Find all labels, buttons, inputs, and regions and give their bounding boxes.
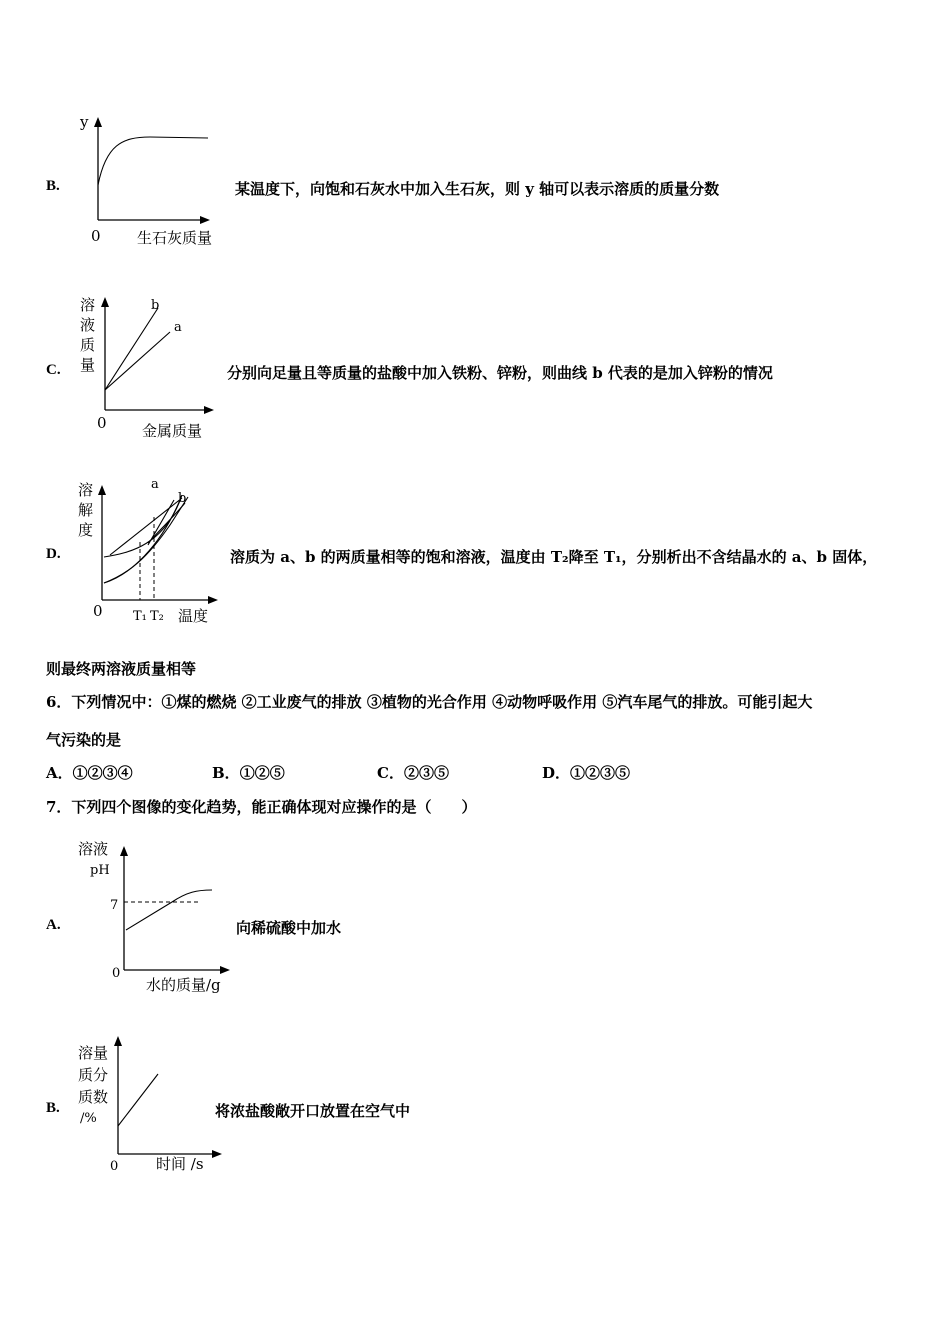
option-description: 溶质为 a、b 的两质量相等的饱和溶液，温度由 T₂降至 T₁，分别析出不含结晶水的 a、b 固体，	[230, 548, 878, 566]
y-axis-char-4: 量	[80, 356, 96, 374]
origin-label: 0	[112, 966, 121, 981]
curve-b-label: b	[151, 298, 160, 313]
q6-option-c: C．②③⑤	[377, 764, 449, 782]
x-axis-label: 时间 /s	[156, 1155, 204, 1173]
option-description: 向稀硫酸中加水	[236, 919, 342, 937]
option-description: 分别向足量且等质量的盐酸中加入铁粉、锌粉，则曲线 b 代表的是加入锌粉的情况	[227, 364, 773, 382]
graph-q5-b	[70, 105, 240, 255]
y-axis-label-1: 溶液	[78, 840, 109, 858]
curve-a-label: a	[151, 477, 159, 492]
option-letter-d: D.	[46, 546, 61, 562]
origin-label: 0	[110, 1159, 119, 1174]
origin-label: 0	[97, 414, 107, 432]
y-axis-char-3: 质	[80, 336, 96, 354]
origin-label: 0	[93, 602, 103, 620]
question-7-stem: 7．下列四个图像的变化趋势，能正确体现对应操作的是（ ）	[46, 798, 477, 816]
y-axis-char-3: 度	[78, 521, 94, 539]
x-axis-label: 金属质量	[142, 422, 203, 440]
graph-q7-b	[72, 1028, 232, 1180]
x-axis-label: 温度	[178, 607, 209, 625]
option-letter-b: B.	[46, 178, 60, 194]
x-axis-label: 水的质量/g	[146, 976, 221, 994]
curve-b-label: b	[178, 491, 187, 506]
option-description: 将浓盐酸敞开口放置在空气中	[215, 1102, 411, 1120]
y-axis-label-2: 质分	[78, 1066, 109, 1084]
q6-option-d: D．①②③⑤	[542, 764, 631, 782]
x-axis-label: 生石灰质量	[137, 229, 213, 247]
graph-q7-a	[72, 832, 237, 997]
y-axis-label-3: 质数	[78, 1088, 109, 1106]
q6-option-a: A．①②③④	[46, 764, 133, 782]
graph-q5-d	[70, 475, 230, 635]
y-axis-char-2: 液	[80, 316, 96, 334]
y-axis-label-1: 溶量	[78, 1044, 109, 1062]
y-axis-char-1: 溶	[78, 481, 94, 499]
y-axis-char-1: 溶	[80, 296, 96, 314]
curve-a-label: a	[174, 320, 182, 335]
tick-7-label: 7	[110, 898, 119, 913]
q6-option-b: B．①②⑤	[212, 764, 285, 782]
t1-label: T₁	[133, 609, 147, 624]
y-axis-char-2: 解	[78, 501, 94, 519]
option-letter-b: B.	[46, 1100, 60, 1116]
option-description: 某温度下，向饱和石灰水中加入生石灰，则 y 轴可以表示溶质的质量分数	[235, 180, 720, 198]
y-axis-label-2: pH	[90, 863, 110, 878]
t2-label: T₂	[150, 609, 164, 624]
y-axis-label: y	[80, 113, 89, 131]
y-axis-label-4: /%	[80, 1111, 97, 1126]
option-letter-a: A.	[46, 917, 61, 933]
continuation-text: 则最终两溶液质量相等	[46, 660, 197, 678]
question-6-stem: 6．下列情况中：①煤的燃烧 ②工业废气的排放 ③植物的光合作用 ④动物呼吸作用 ⑤汽车尾气的排放。可能引起大	[46, 693, 813, 711]
origin-label: 0	[91, 227, 101, 245]
option-letter-c: C.	[46, 362, 61, 378]
question-6-stem-cont: 气污染的是	[46, 731, 122, 749]
graph-q5-c	[70, 290, 230, 445]
